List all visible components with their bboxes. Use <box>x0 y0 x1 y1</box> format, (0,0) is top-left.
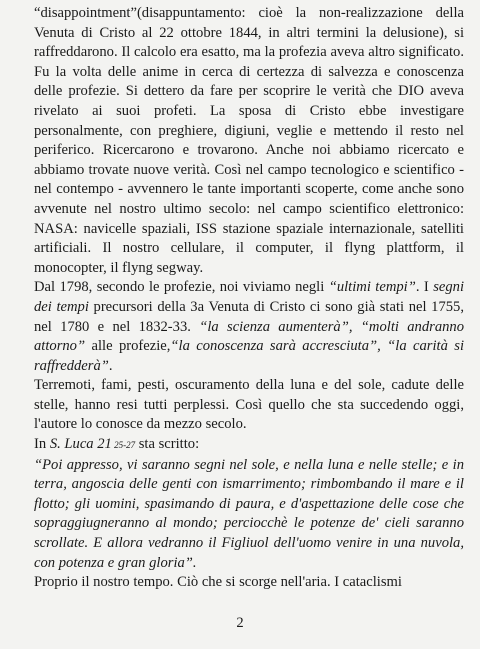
scripture-reference: S. Luca 21 <box>49 436 112 453</box>
italic-quote: “la scienza aumenterà”, “molti andranno attorno” <box>34 318 465 355</box>
paragraph-scripture-reference <box>34 435 464 456</box>
text: Dal 1798, secondo le profezie, noi viviamo negli <box>34 279 329 296</box>
paragraph-terremoti: Terremoti, fami, pesti, oscuramento della luna e del sole, cadute delle stelle, hanno resi tutti perplessi. Così quello che sta succedendo oggi, l'autore lo conosce da mezzo secolo. <box>34 377 464 433</box>
quote-text: “Poi appresso, vi saranno segni nel sole, e nella luna e nelle stelle; e in terra, angoscia delle genti con ismarrimento; rimbombando il mare e il flotto; gli uomini, spasimando di paura, e d'aspettazione delle cose che sopraggiugneranno al mondo; perciocchè le potenze de' cieli saranno scrollate. E allora vedranno il Figliuol dell'uomo venire in una nuvola, con potenza e gran gloria”. <box>34 456 464 571</box>
text: . <box>108 357 113 374</box>
verse-numbers: 25-27 <box>111 440 136 451</box>
text: sta scritto: <box>135 436 200 453</box>
paragraph-disappointment: “disappointment”(disappuntamento: cioè la non-realizzazione della Venuta di Cristo al 22 ottobre 1844, in altri termini la delusione), si raffreddarono. Il calcolo era esatto, ma la profezia aveva altro significato. Fu la volta delle anime in cerca di certezza di salvezza e conoscenza delle profezie. Si dettero da fare per scoprire le verità che DIO aveva rivelato ai suoi profeti. La sposa di Cristo ebbe investigare personalmente, con preghiere, digiuni, veglie e mettendo il resto nel periferico. Ricercarono e trovarono. Anche noi abbiamo ricercato e abbiamo trovate nuove verità. Così nel campo tecnologico e scientifico - nel contempo - avvennero le tante importanti scoperte, come anche sono avvenute nel nostro ultimo secolo: nel campo scientifico elettronico: NASA: navicelle spaziali, ISS stazione spaziale internazionale, satelliti artificiali. Il nostro cellulare, il computer, il flyng plattform, il monocopter, il flyng segway. <box>34 5 464 276</box>
scripture-quote <box>34 456 464 574</box>
paragraph-nostro-tempo: Proprio il nostro tempo. Ciò che si scorge nell'aria. I cataclismi <box>34 574 402 591</box>
text: alle profezie, <box>85 338 171 355</box>
page-number: 2 <box>236 615 244 631</box>
italic-text: “ultimi tempi” <box>328 279 416 296</box>
italic-quote: “la conoscenza sarà accresciuta”, “la carità si raffredderà” <box>34 338 465 374</box>
text: . I <box>415 279 434 296</box>
text: In <box>34 436 50 453</box>
paragraph-ultimi-tempi <box>34 278 464 376</box>
text: precursori della 3a Venuta di Cristo ci sono già stati nel 1755, nel 1780 e nel 1832-33. <box>34 298 464 335</box>
italic-text: segni dei tempi <box>34 279 464 315</box>
